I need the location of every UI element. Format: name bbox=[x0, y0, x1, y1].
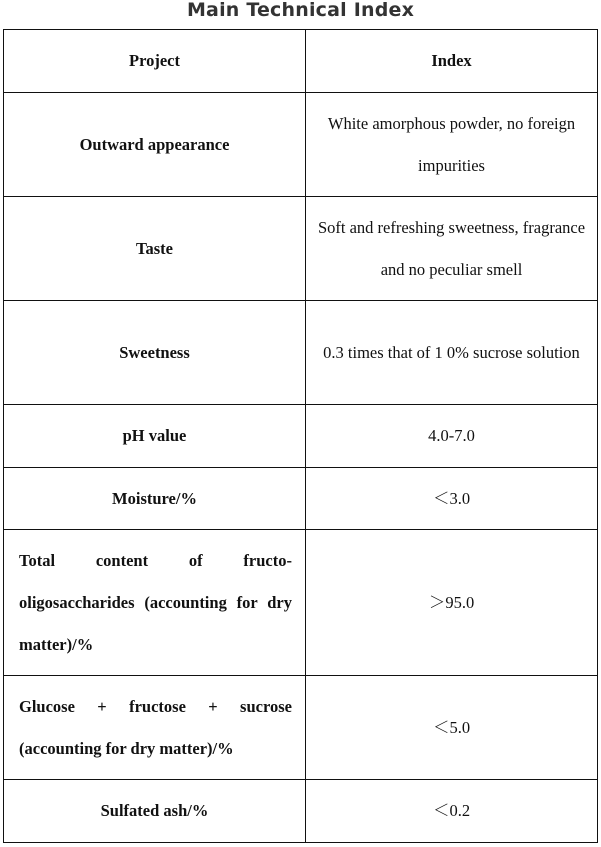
table-row bbox=[4, 93, 598, 197]
table-row bbox=[4, 530, 598, 676]
table-row bbox=[4, 197, 598, 301]
table-row bbox=[4, 301, 598, 405]
project-cell: Glucose + fructose + sucrose (accounting for dry matter)/% bbox=[4, 676, 306, 780]
project-cell: Outward appearance bbox=[4, 93, 306, 197]
project-cell: Sweetness bbox=[4, 301, 306, 405]
technical-index-table bbox=[3, 29, 598, 843]
column-header-index: Index bbox=[306, 30, 598, 93]
project-cell: Sulfated ash/% bbox=[4, 780, 306, 843]
project-cell: Taste bbox=[4, 197, 306, 301]
project-cell: Total content of fructo-oligosaccharides (accounting for dry matter)/% bbox=[4, 530, 306, 676]
project-cell: pH value bbox=[4, 405, 306, 468]
index-cell: ＜5.0 bbox=[306, 676, 598, 780]
index-cell: ＞95.0 bbox=[306, 530, 598, 676]
table-row bbox=[4, 468, 598, 530]
index-cell: 0.3 times that of 1 0% sucrose solution bbox=[306, 301, 598, 405]
column-header-project: Project bbox=[4, 30, 306, 93]
index-cell: ＜0.2 bbox=[306, 780, 598, 843]
table-row bbox=[4, 780, 598, 843]
table-row bbox=[4, 405, 598, 468]
page-title: Main Technical Index bbox=[186, 0, 415, 21]
index-cell: Soft and refreshing sweetness, fragrance and no peculiar smell bbox=[306, 197, 598, 301]
index-cell: 4.0-7.0 bbox=[306, 405, 598, 468]
table-header-row bbox=[4, 30, 598, 93]
project-cell: Moisture/% bbox=[4, 468, 306, 530]
table-row bbox=[4, 676, 598, 780]
index-cell: White amorphous powder, no foreign impurities bbox=[306, 93, 598, 197]
index-cell: ＜3.0 bbox=[306, 468, 598, 530]
